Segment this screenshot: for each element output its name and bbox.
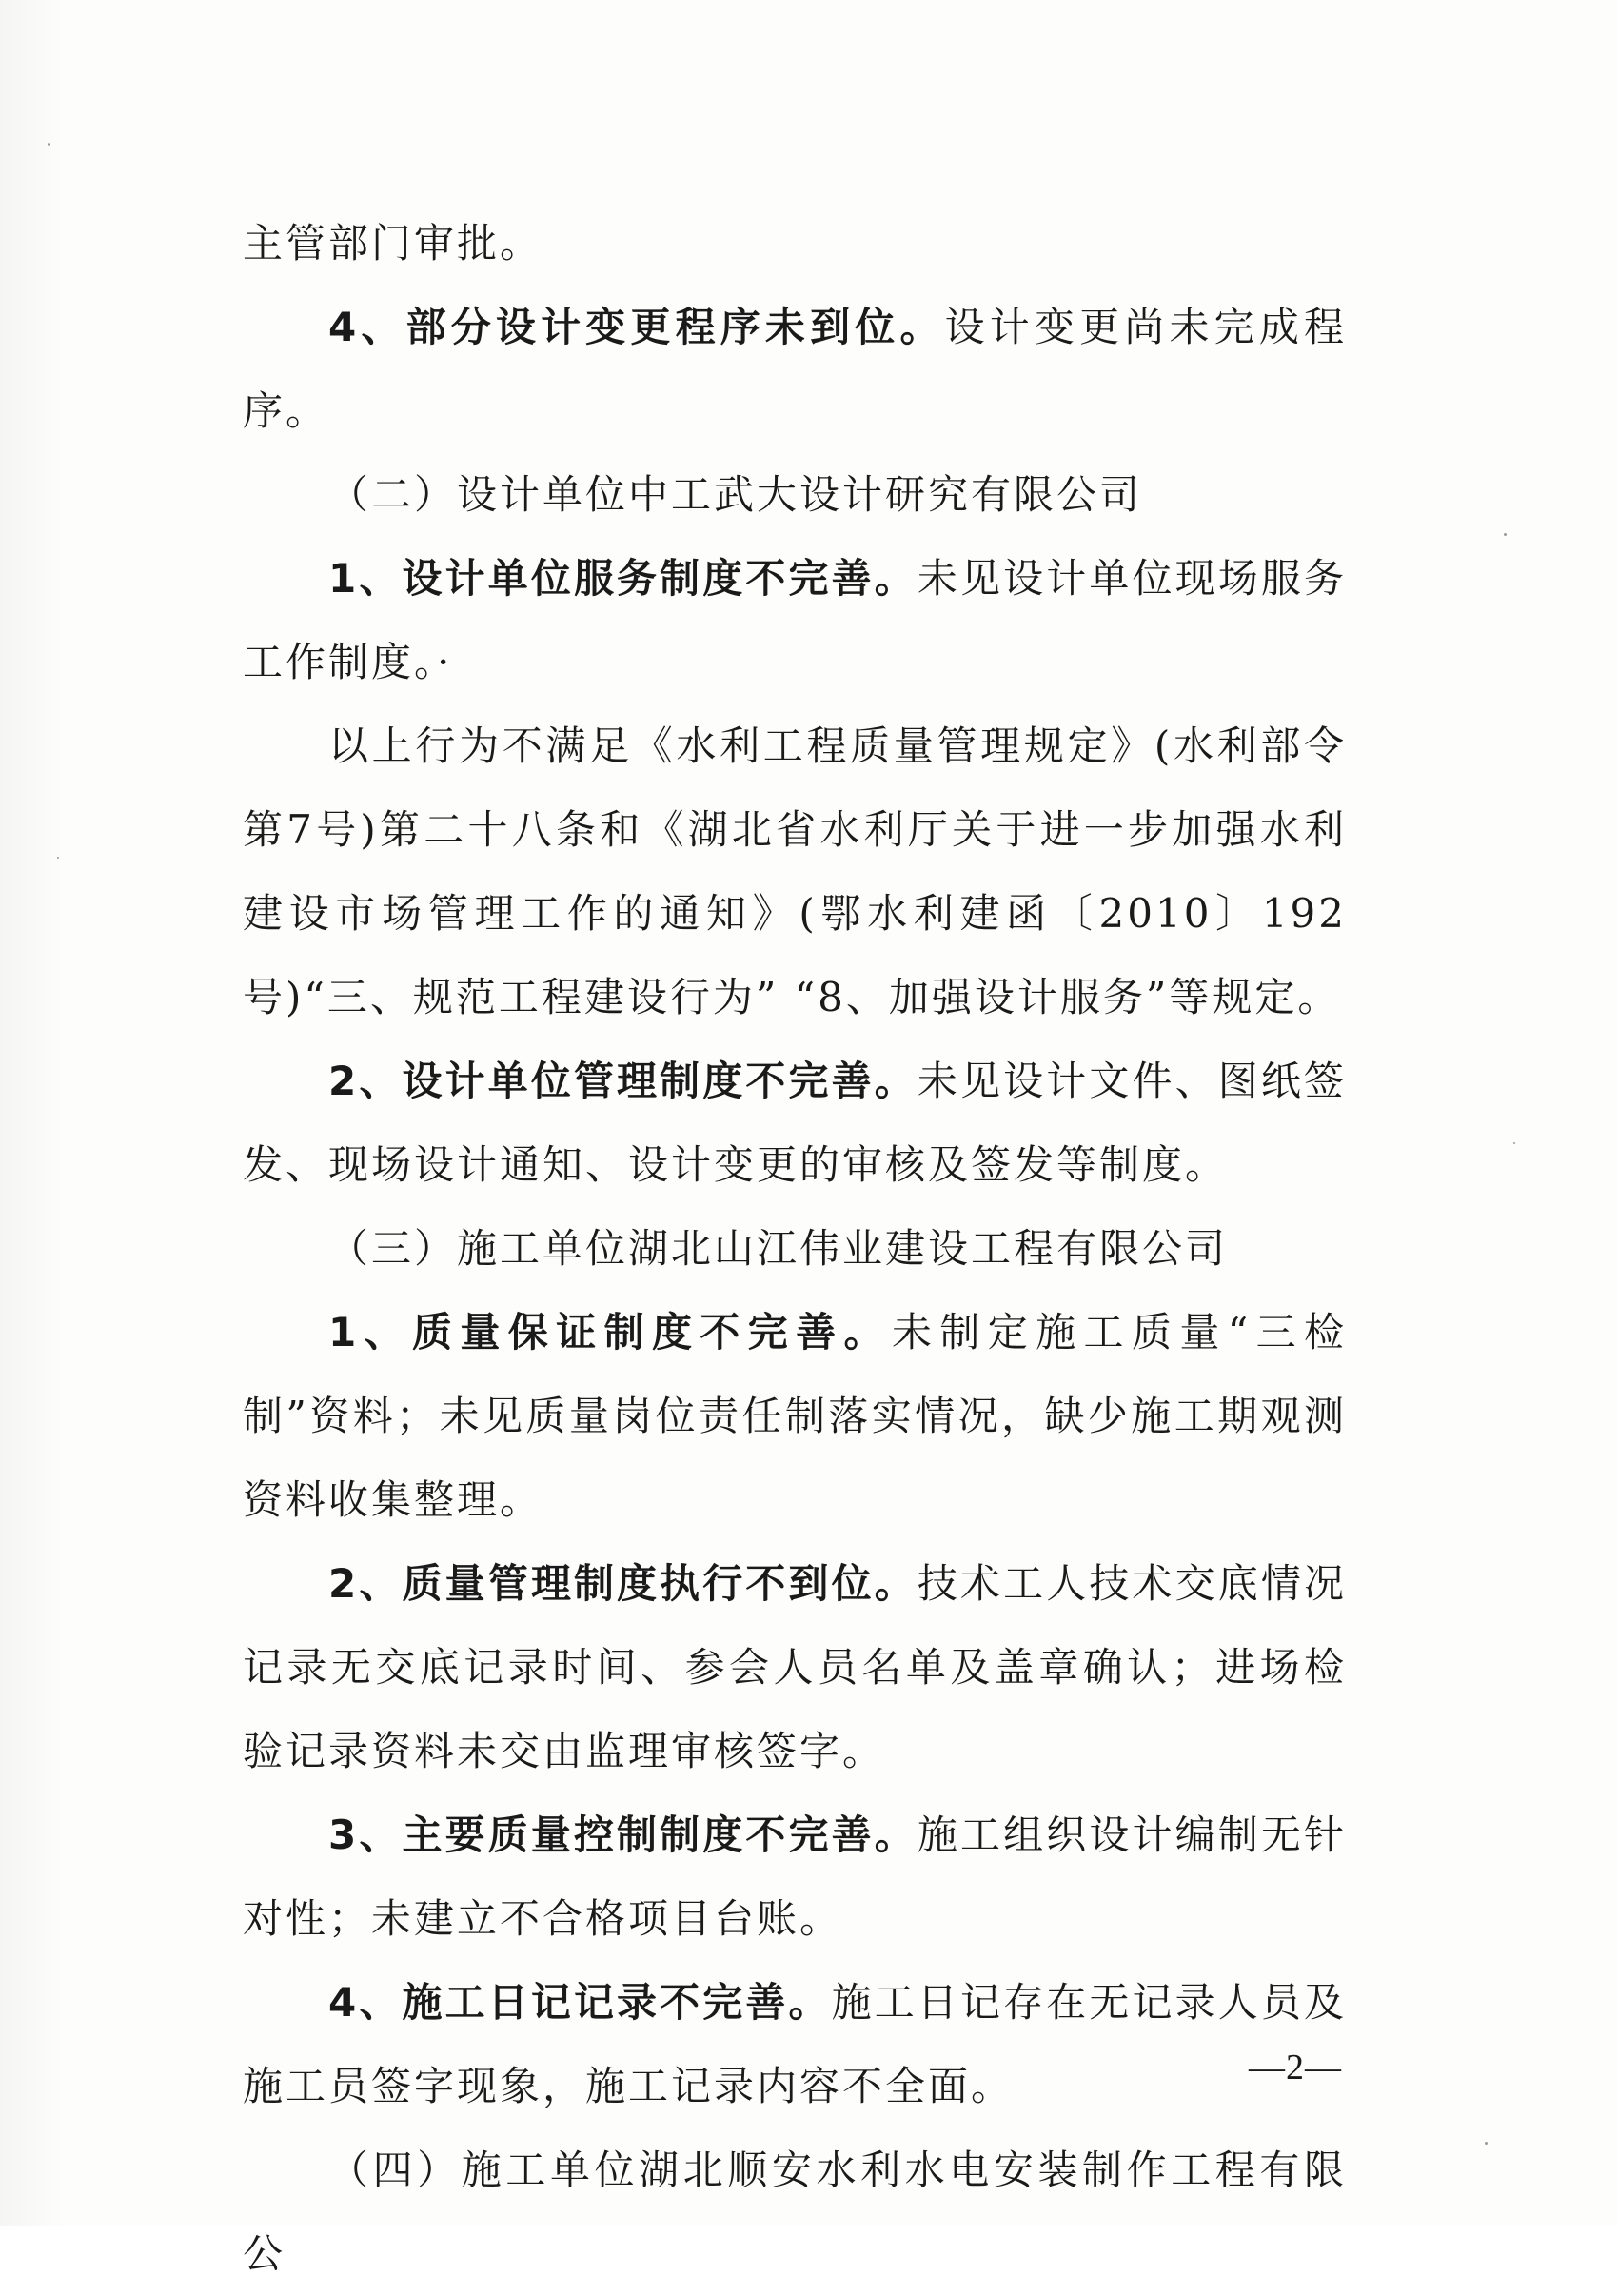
paragraph-lead: 1、设计单位服务制度不完善。 [328,555,918,602]
paragraph-lead: 4、部分设计变更程序未到位。 [328,304,945,350]
paragraph-4 [243,537,1347,704]
paragraph-5 [243,704,1347,1039]
paragraph-lead: 1、质量保证制度不完善。 [328,1309,892,1356]
paragraph-lead: 4、施工日记记录不完善。 [328,1979,832,2026]
document-body [243,202,1347,2296]
section-heading-construction-unit-1 [243,1207,1347,1291]
paragraph-2 [243,286,1347,453]
paragraph-text: 未制定施工质量“三检制”资料；未见质量岗位责任制落实情况，缺少施工期观测资料收集整理。 [243,1309,1347,1523]
scan-speck [48,143,50,146]
paragraph-lead: 2、设计单位管理制度不完善。 [328,1058,918,1104]
scan-speck [1504,533,1507,536]
paragraph-lead: 2、质量管理制度执行不到位。 [328,1560,918,1607]
scan-speck [1513,1142,1515,1144]
paragraph-text: 设计变更尚未完成程序。 [243,304,1347,434]
paragraph-lead: 3、主要质量控制制度不完善。 [328,1811,918,1858]
paragraph-10 [243,1793,1347,1961]
paragraph-text: 以上行为不满足《水利工程质量管理规定》(水利部令第7号)第二十八条和《湖北省水利厅关于进一步加强水利建设市场管理工作的通知》(鄂水利建函〔2010〕192号)“三、规范工程建设行为” “8、加强设计服务”等规定。 [243,722,1347,1020]
page-number: —2— [1249,2048,1342,2088]
paragraph-text: 未见设计文件、图纸签发、现场设计通知、设计变更的审核及签发等制度。 [243,1058,1347,1188]
paragraph-8 [243,1291,1347,1542]
paragraph-text: 施工组织设计编制无针对性；未建立不合格项目台账。 [243,1811,1347,1942]
paragraph-6 [243,1039,1347,1207]
paragraph-1 [243,202,1347,286]
paragraph-text: 技术工人技术交底情况记录无交底记录时间、参会人员名单及盖章确认；进场检验记录资料未交由监理审核签字。 [243,1560,1347,1774]
paragraph-text: （二）设计单位中工武大设计研究有限公司 [328,471,1143,518]
paragraph-text: （四）施工单位湖北顺安水利水电安装制作工程有限公 [243,2147,1347,2277]
section-heading-design-unit [243,453,1347,537]
paragraph-text: 施工日记存在无记录人员及施工员签字现象，施工记录内容不全面。 [243,1979,1347,2109]
section-heading-construction-unit-2 [243,2128,1347,2296]
paragraph-text: （三）施工单位湖北山江伟业建设工程有限公司 [328,1225,1229,1272]
paragraph-11 [243,1961,1347,2128]
scan-speck [57,857,59,859]
paragraph-9 [243,1542,1347,1793]
scan-speck [1485,2142,1488,2145]
scan-edge-shadow [0,0,67,2226]
paragraph-text: 主管部门审批。 [243,220,543,267]
paragraph-text: 未见设计单位现场服务工作制度。· [243,555,1347,685]
